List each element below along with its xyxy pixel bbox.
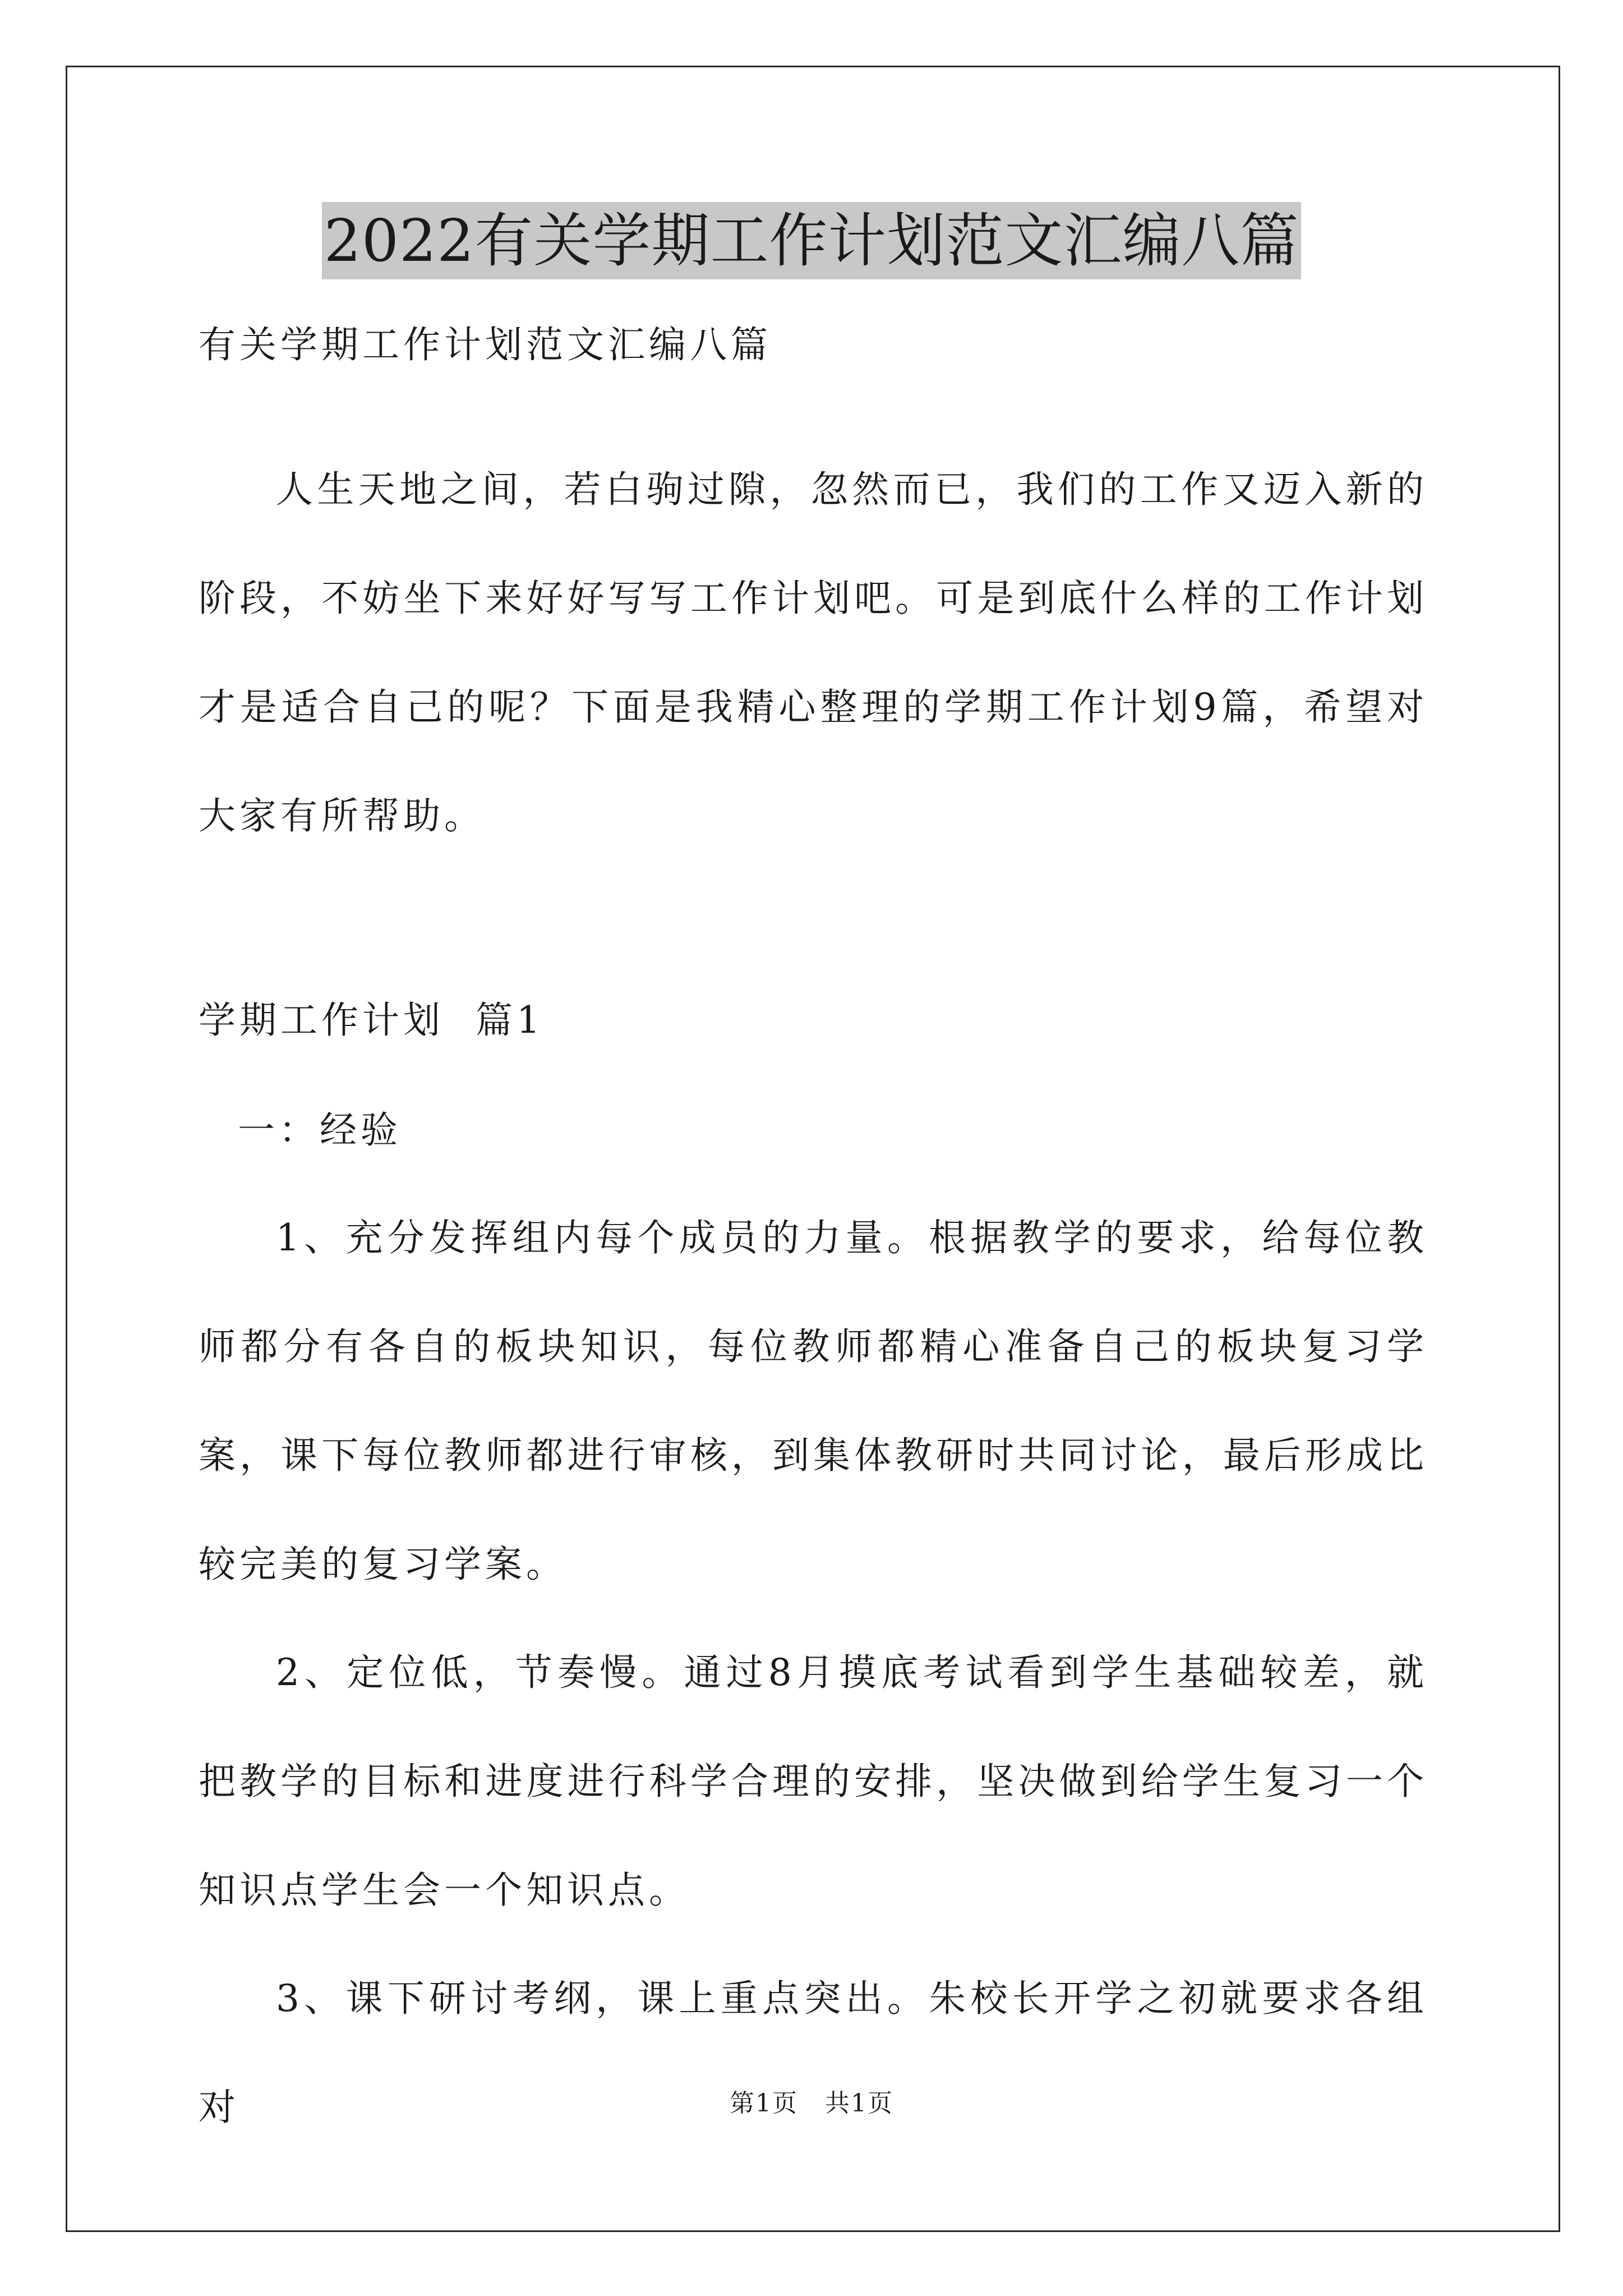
- intro-paragraph: 人生天地之间，若白驹过隙，忽然而已，我们的工作又迈入新的阶段，不妨坐下来好好写写工作计划吧。可是到底什么样的工作计划才是适合自己的呢？下面是我精心整理的学期工作计划9篇，希望对大家有所帮助。: [199, 468, 1428, 838]
- body-paragraph-3: 3、课下研讨考纲，课上重点突出。朱校长开学之初就要求各组对: [199, 1977, 1428, 2129]
- page-footer: [0, 2087, 1623, 2120]
- body-paragraph-2: 2、定位低，节奏慢。通过8月摸底考试看到学生基础较差，就把教学的目标和进度进行科学合理的安排，坚决做到给学生复习一个知识点学生会一个知识点。: [199, 1651, 1428, 1912]
- document-title: 2022有关学期工作计划范文汇编八篇: [322, 202, 1302, 279]
- point-heading: 一：经验: [238, 1108, 402, 1152]
- section-heading: 学期工作计划 篇1: [199, 999, 544, 1042]
- document-subtitle: 有关学期工作计划范文汇编八篇: [199, 323, 772, 366]
- page-number-label: 第1页 共1页: [730, 2089, 893, 2118]
- title-container: [0, 202, 1623, 279]
- body-paragraph-1: 1、充分发挥组内每个成员的力量。根据教学的要求，给每位教师都分有各自的板块知识，每位教师都精心准备自己的板块复习学案，课下每位教师都进行审核，到集体教研时共同讨论，最后形成比较完美的复习学案。: [199, 1216, 1428, 1586]
